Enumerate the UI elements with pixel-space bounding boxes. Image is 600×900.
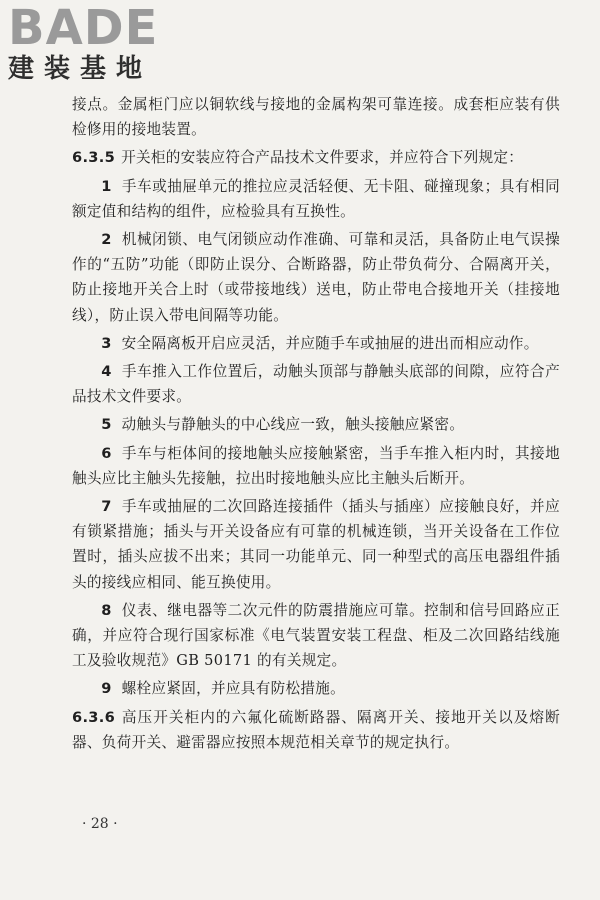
item-text: 手车或抽屉的二次回路连接插件（插头与插座）应接触良好，并应有锁紧措施；插头与开关设备应有可靠的机械连锁，当开关设备在工作位置时，插头应拔不出来；其同一功能单元、同一种型式的高压电器组件插头的接线应相同、能互换使用。 bbox=[72, 498, 560, 591]
item-number: 1 bbox=[101, 177, 112, 195]
section-text: 高压开关柜内的六氟化硫断路器、隔离开关、接地开关以及熔断器、负荷开关、避雷器应按照本规范相关章节的规定执行。 bbox=[72, 708, 560, 751]
section-number: 6.3.6 bbox=[72, 708, 116, 726]
item-text: 仪表、继电器等二次元件的防震措施应可靠。控制和信号回路应正确，并应符合现行国家标准《电气装置安装工程盘、柜及二次回路结线施工及验收规范》GB 50171 的有关规定。 bbox=[72, 601, 560, 670]
section-text: 开关柜的安装应符合产品技术文件要求，并应符合下列规定： bbox=[121, 149, 524, 167]
list-item bbox=[72, 598, 560, 674]
logo-subtitle: 建装基地 bbox=[8, 54, 153, 84]
list-item bbox=[72, 441, 560, 491]
item-text: 螺栓应紧固，并应具有防松措施。 bbox=[121, 680, 346, 698]
item-text: 手车与柜体间的接地触头应接触紧密，当手车推入柜内时，其接地触头应比主触头先接触，拉出时接地触头应比主触头后断开。 bbox=[72, 444, 560, 487]
logo-brand: BADE bbox=[8, 0, 159, 56]
intro-paragraph: 接点。金属柜门应以铜软线与接地的金属构架可靠连接。成套柜应装有供检修用的接地装置。 bbox=[72, 96, 560, 139]
list-item bbox=[72, 359, 560, 409]
list-item bbox=[72, 494, 560, 595]
item-text: 机械闭锁、电气闭锁应动作准确、可靠和灵活，具备防止电气误操作的“五防”功能（即防止误分、合断路器，防止带负荷分、合隔离开关，防止接地开关合上时（或带接地线）送电，防止带电合接地开关（挂接地线），防止误入带电间隔等功能。 bbox=[72, 231, 560, 324]
item-number: 9 bbox=[101, 680, 112, 698]
list-item bbox=[72, 331, 560, 356]
section-number: 6.3.5 bbox=[72, 149, 116, 167]
list-item bbox=[72, 412, 560, 437]
bade-logo bbox=[8, 0, 178, 86]
list-item bbox=[72, 676, 560, 701]
item-text: 手车或抽屉单元的推拉应灵活轻便、无卡阻、碰撞现象；具有相同额定值和结构的组件，应检验具有互换性。 bbox=[72, 177, 560, 220]
item-text: 动触头与静触头的中心线应一致，触头接触应紧密。 bbox=[121, 416, 465, 434]
document-body bbox=[72, 92, 560, 758]
item-number: 4 bbox=[101, 363, 112, 381]
item-text: 安全隔离板开启应灵活，并应随手车或抽屉的进出而相应动作。 bbox=[121, 334, 539, 352]
item-number: 2 bbox=[101, 231, 112, 249]
item-number: 6 bbox=[101, 444, 112, 462]
page-number: · 28 · bbox=[82, 816, 118, 832]
item-number: 7 bbox=[101, 498, 112, 516]
section-6-3-6 bbox=[72, 705, 560, 755]
list-item bbox=[72, 227, 560, 328]
section-6-3-5 bbox=[72, 145, 560, 170]
item-text: 手车推入工作位置后，动触头顶部与静触头底部的间隙，应符合产品技术文件要求。 bbox=[72, 363, 560, 406]
item-number: 5 bbox=[101, 416, 112, 434]
list-item bbox=[72, 174, 560, 224]
item-number: 8 bbox=[101, 601, 112, 619]
item-number: 3 bbox=[101, 334, 112, 352]
